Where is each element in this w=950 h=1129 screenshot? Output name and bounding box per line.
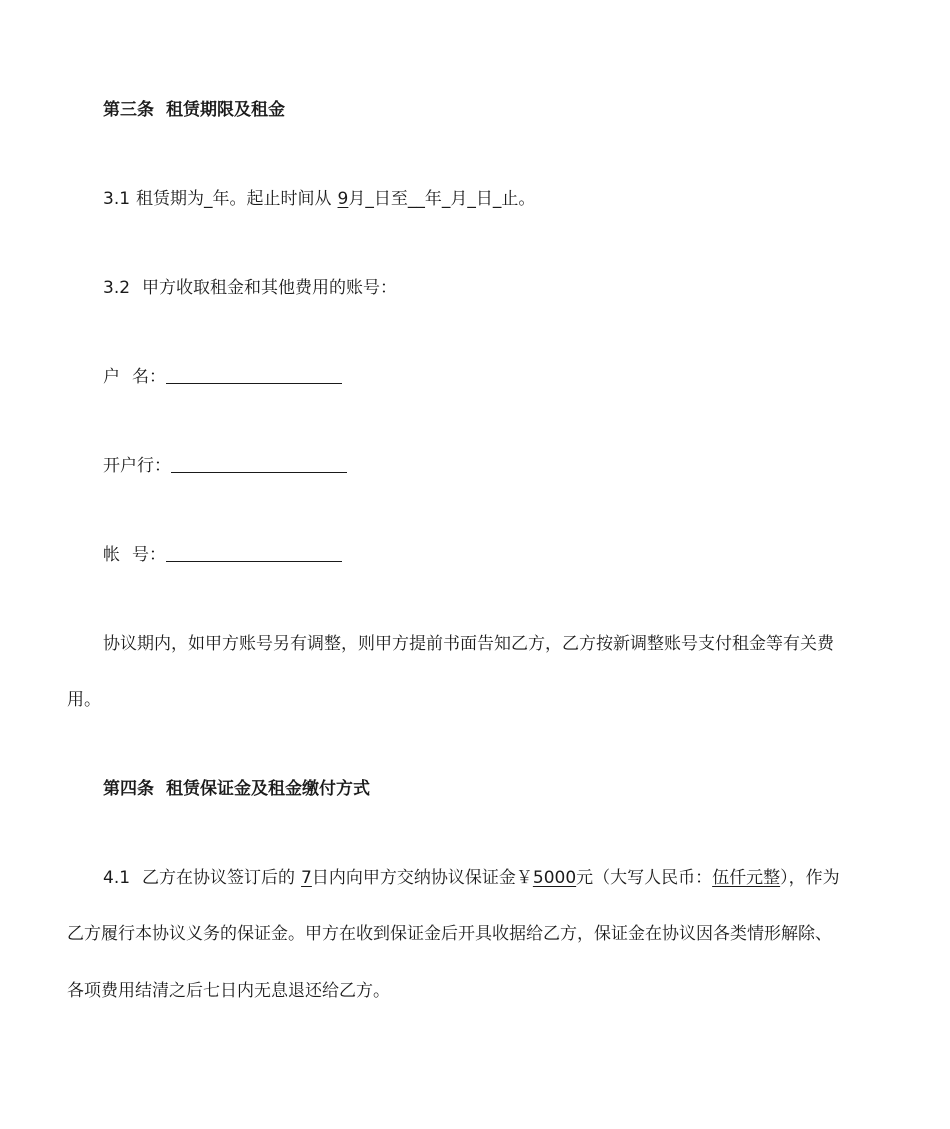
article-4-title: 租赁保证金及租金缴付方式 [166,779,370,799]
account-name-label-1: 户 [103,367,120,387]
lease-start-month: 9 [337,189,349,209]
bank-row [103,454,347,478]
article-3-number: 第三条 [103,100,154,120]
clause-4-1-line-3: 各项费用结清之后七日内无息退还给乙方。 [67,981,390,1001]
deposit-days: 7 [301,868,312,888]
notice-line-2: 用。 [67,690,101,710]
clause-4-1-text-c: 元（大写人民币： [576,868,713,888]
account-number-label-2: 号： [132,545,166,565]
notice-line-1: 协议期内，如甲方账号另有调整，则甲方提前书面告知乙方，乙方按新调整账号支付租金等有关费 [103,634,834,654]
clause-3-2 [103,276,397,300]
account-name-label-2: 名： [132,367,166,387]
clause-3-1 [103,187,535,211]
account-number-label-1: 帐 [103,545,120,565]
account-name-row [103,365,342,389]
account-number-field[interactable] [166,545,342,562]
account-name-field[interactable] [166,367,342,384]
clause-3-2-text: 甲方收取租金和其他费用的账号： [142,278,398,298]
clause-4-1-label: 4.1 [103,868,131,888]
clause-3-1-text-a: 租赁期为_年。起止时间从 [136,189,332,209]
clause-4-1-text-d: ），作为 [780,868,840,888]
article-3-title: 租赁期限及租金 [166,100,285,120]
clause-3-1-text-b: 月_日至__年_月_日_止。 [348,189,536,209]
article-3-heading [103,98,285,122]
clause-4-1-line-2: 乙方履行本协议义务的保证金。甲方在收到保证金后开具收据给乙方，保证金在协议因各类情形解除、 [67,924,832,944]
account-number-row [103,543,342,567]
article-4-heading [103,777,370,801]
clause-4-1-line-1 [103,866,893,890]
deposit-amount-words: 伍仟元整 [712,868,781,888]
clause-3-2-label: 3.2 [103,278,131,298]
bank-label: 开户行： [103,456,171,476]
article-4-number: 第四条 [103,779,154,799]
deposit-amount: 5000 [532,868,577,888]
clause-4-1-text-b: 日内向甲方交纳协议保证金￥ [311,868,533,888]
clause-3-1-label: 3.1 [103,189,131,209]
bank-field[interactable] [171,456,347,473]
clause-4-1-text-a: 乙方在协议签订后的 [142,868,296,888]
